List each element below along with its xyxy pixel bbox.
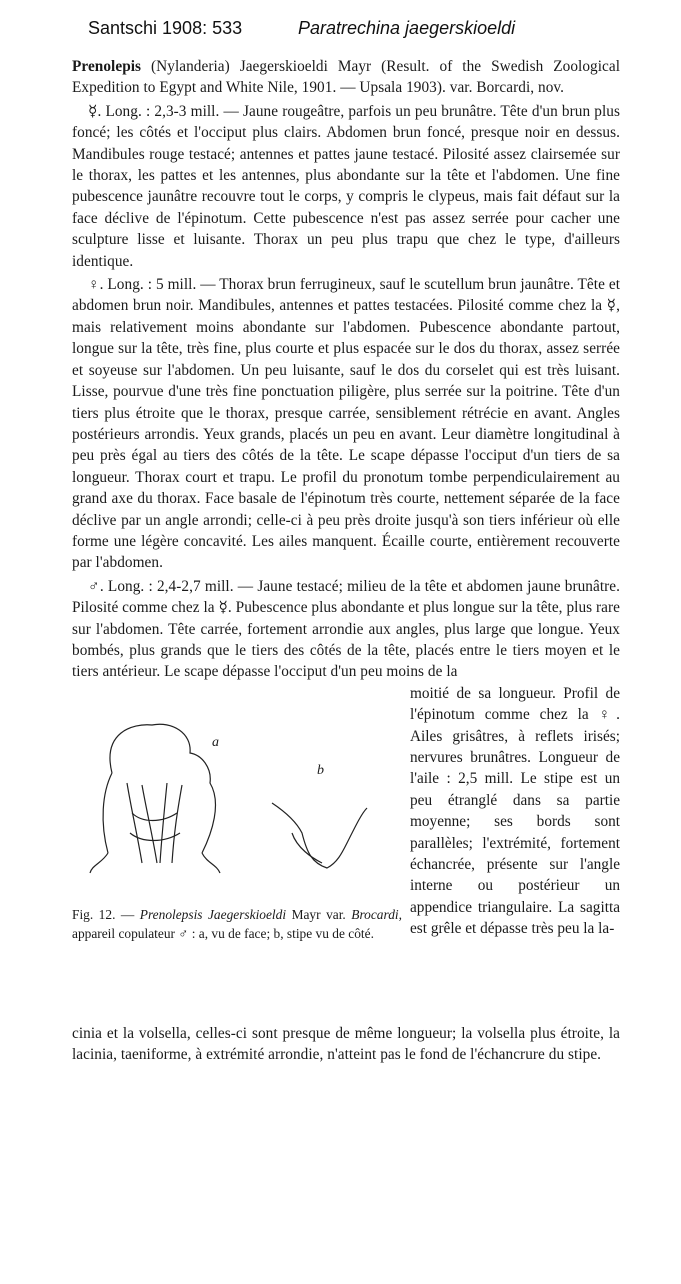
paragraph-tail: cinia et la volsella, celles-ci sont presque de même longueur; la volsella plus étroite, la lacinia, taeniforme, à extrémité arrondie, n'atteint pas le fond de l'échancrure du stipe. <box>72 1024 620 1064</box>
paragraph-title-text: (Nylanderia) Jaegerskioeldi Mayr (Result. of the Swedish Zoological Expedition to Egypt and White Nile, 1901. — Upsala 1903). var. Borcardi, nov. <box>72 58 620 97</box>
paragraph-worker: ☿. Long. : 2,3-3 mill. — Jaune rougeâtre, parfois un peu brunâtre. Tête d'un brun plus foncé; les côtés et l'occiput plus clairs. Abdomen brun foncé, presque noir en dessus. Mandibules rouge testacé; antennes et pattes jaune testacé. Pilosité assez clairsemée sur le thorax, les pattes et les antennes, plus abondante sur la tête et l'abdomen. Une fine pubescence jaunâtre recouvre tout le corps, y compris le clypeus, mais fait défaut sur la face déclive de l'épinotum. Cette pubescence n'est pas assez serrée pour cacher une sculpture lisse et luisante. Thorax un peu plus trapu que chez le type, d'ailleurs identique. <box>72 102 620 270</box>
figure-block <box>72 683 620 1023</box>
caption-rest: appareil copulateur ♂ : a, vu de face; b, stipe vu de côté. <box>72 925 374 941</box>
paragraph-title <box>72 56 620 99</box>
page-header <box>88 18 641 48</box>
article-body <box>72 56 620 1066</box>
paragraph-female: ♀. Long. : 5 mill. — Thorax brun ferrugineux, sauf le scutellum brun jaunâtre. Tête et abdomen brun noir. Mandibules, antennes et pattes testacées. Pilosité comme chez la ☿, mais relativement moins abondante sur l'abdomen. Pubescence abondante partout, longue sur la tête, très fine, plus courte et plus espacée sur le dos du thorax, assez serrée et soyeuse sur l'abdomen. Un peu luisante, sauf le dos du corselet qui est très luisant. Lisse, pourvue d'une très fine ponctuation piligère, plus serrée sur la poitrine. Tête d'un tiers plus étroite que le thorax, presque carrée, sensiblement rétrécie en avant. Angles postérieurs arrondis. Yeux grands, placés un peu en avant. Leur diamètre longitudinal à peu près égal au tiers des côtés de la tête. Le scape dépasse l'occiput d'un tiers de sa longueur. Thorax court et trapu. Le profil du pronotum tombe perpendiculairement au grand axe du thorax. Face basale de l'épinotum très courte, nettement séparée de la face déclive par un angle arrondi; celle-ci à peu près droite jusqu'à son tiers inférieur où elle forme une légère concavité. Les ailes manquent. Écaille courte, entièrement recouverte par l'abdomen. <box>72 276 620 572</box>
caption-var: var. <box>326 906 346 922</box>
figure-12 <box>72 683 402 1013</box>
copulatory-apparatus-drawing <box>72 713 402 903</box>
figure-caption <box>72 905 402 943</box>
caption-species: Prenolepsis Jaegerskioeldi <box>139 906 287 922</box>
caption-varname: Brocardi, <box>351 906 402 922</box>
genus-name: Prenolepis <box>72 58 142 75</box>
caption-author: Mayr <box>291 906 321 922</box>
figure-label-b: b <box>317 762 324 778</box>
taxon-name: Paratrechina jaegerskioeldi <box>298 18 516 38</box>
paragraph-male: ♂. Long. : 2,4-2,7 mill. — Jaune testacé; milieu de la tête et abdomen jaune brunâtre. Pilosité comme chez la ☿. Pubescence plus abondante et plus longue sur la tête, plus rare sur l'abdomen. Tête carrée, fortement arrondie aux angles, plus large que longue. Yeux bombés, plus grands que le tiers des côtés de la tête, placés entre le tiers moyen et le tiers antérieur. Le scape dépasse l'occiput d'un peu moins de la <box>72 577 620 681</box>
citation: Santschi 1908: 533 <box>88 18 243 38</box>
figure-label-a: a <box>212 734 219 750</box>
caption-prefix: Fig. 12. — <box>72 906 135 922</box>
side-text: moitié de sa longueur. Profil de l'épinotum comme chez la ♀. Ailes grisâtres, à reflets irisés; nervures brunâtres. Longueur de l'aile : 2,5 mill. Le stipe est un peu étranglé dans sa partie moyenne; ses bords sont parallèles; l'extrémité, fortement échancrée, présente sur l'angle interne ou postérieur un appendice triangulaire. La sagitta est grêle et dépasse très peu la la- <box>410 684 620 938</box>
